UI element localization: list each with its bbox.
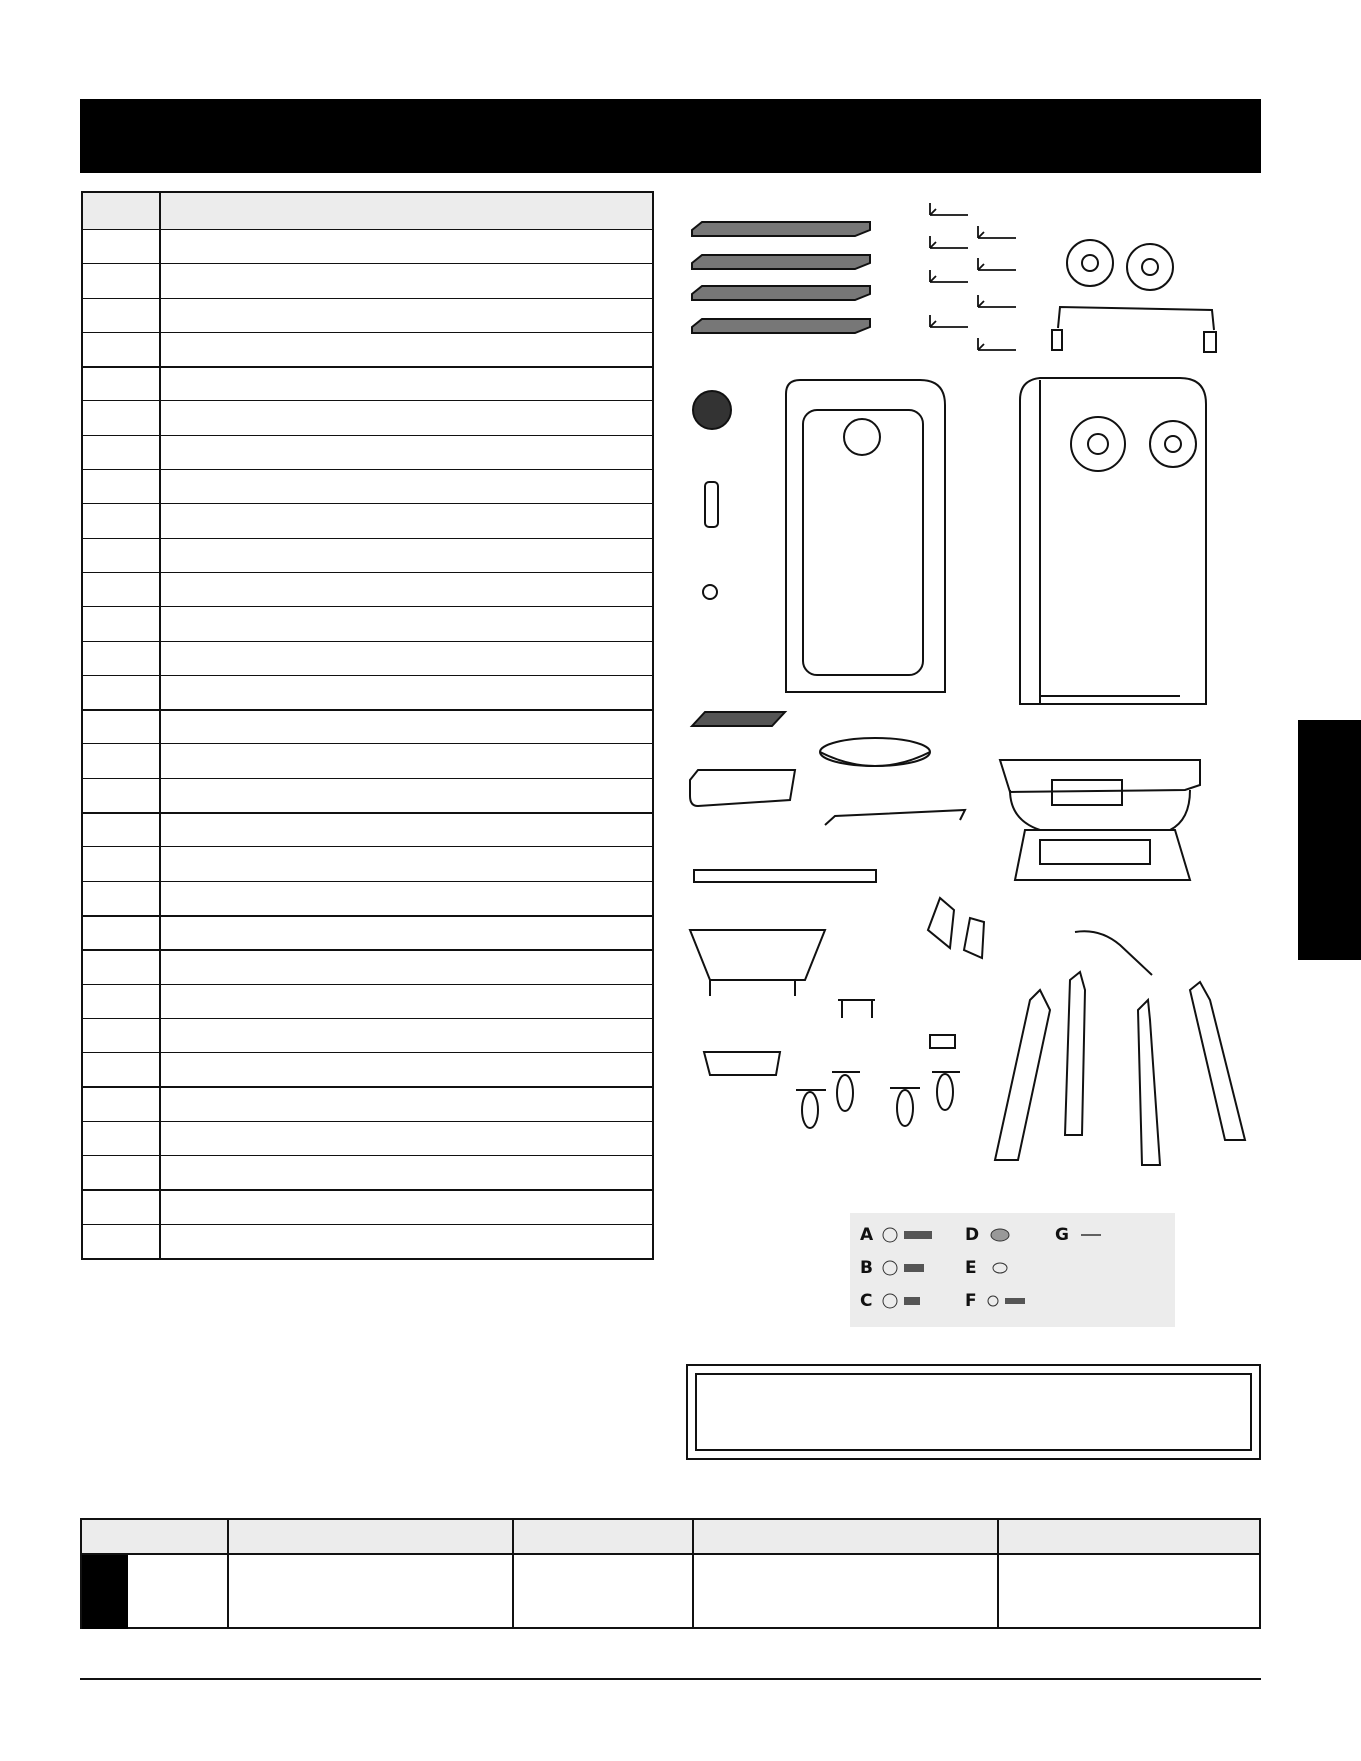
hardware-item-a	[860, 1225, 940, 1245]
parts-table-row	[83, 263, 652, 297]
part-description-cell	[161, 333, 652, 366]
part-number-cell	[83, 711, 161, 743]
part-description-cell	[161, 985, 652, 1018]
part-number-cell	[83, 847, 161, 880]
parts-table-row	[83, 1052, 652, 1086]
part-description-cell	[161, 1088, 652, 1120]
spec-table-header	[82, 1520, 1259, 1555]
hardware-letter: C	[860, 1291, 873, 1311]
part-description-cell	[161, 264, 652, 297]
pin-icon	[1075, 1225, 1105, 1245]
logo-badge-icon	[693, 391, 731, 429]
parts-table-row	[83, 606, 652, 640]
part-description-cell	[161, 744, 652, 777]
part-description-cell	[161, 814, 652, 846]
parts-table-row	[83, 743, 652, 777]
part-description-cell	[161, 642, 652, 675]
parts-table-row	[83, 1155, 652, 1189]
part-description-cell	[161, 1225, 652, 1258]
part-number-cell	[83, 333, 161, 366]
legs-icon	[995, 972, 1245, 1165]
hardware-item-b	[860, 1258, 940, 1278]
parts-table-row	[83, 641, 652, 675]
chip-tray-icon	[692, 712, 785, 726]
nut-icon	[985, 1225, 1015, 1245]
part-description-cell	[161, 436, 652, 469]
note-box-inner	[695, 1373, 1252, 1451]
water-pan-icon	[820, 738, 930, 766]
parts-illustration	[680, 180, 1280, 1180]
spec-col-divider	[227, 1520, 229, 1627]
part-description-cell	[161, 573, 652, 606]
part-number-cell	[83, 1019, 161, 1052]
parts-table-row	[83, 400, 652, 434]
part-number-cell	[83, 470, 161, 503]
part-number-cell	[83, 607, 161, 640]
hardware-letter: B	[860, 1258, 873, 1278]
part-description-cell	[161, 882, 652, 915]
part-description-cell	[161, 676, 652, 709]
section-side-tab	[1298, 720, 1361, 960]
hardware-item-g	[1055, 1225, 1105, 1245]
part-number-cell	[83, 230, 161, 263]
part-number-cell	[83, 882, 161, 915]
rack-brackets-icon	[930, 203, 1016, 350]
note-box	[686, 1364, 1261, 1460]
screw-long-icon	[880, 1225, 940, 1245]
part-description-cell	[161, 951, 652, 983]
parts-table-row	[83, 1189, 652, 1223]
parts-table-row	[83, 572, 652, 606]
hardware-letter: E	[965, 1258, 977, 1278]
part-number-cell	[83, 814, 161, 846]
parts-table-row	[83, 812, 652, 846]
hardware-letter: G	[1055, 1225, 1069, 1245]
part-description-cell	[161, 539, 652, 572]
hardware-item-f	[965, 1291, 1035, 1311]
damper-vents-icon	[1067, 240, 1173, 290]
spec-table	[80, 1518, 1261, 1629]
part-number-cell	[83, 676, 161, 709]
parts-table-row	[83, 332, 652, 366]
parts-table-row	[83, 778, 652, 812]
part-number-cell	[83, 1225, 161, 1258]
part-number-cell	[83, 401, 161, 434]
parts-table-row	[83, 1121, 652, 1155]
part-number-cell	[83, 1156, 161, 1189]
part-number-cell	[83, 299, 161, 332]
part-description-cell	[161, 401, 652, 434]
controller-base-icon	[1000, 760, 1200, 880]
part-number-cell	[83, 917, 161, 949]
part-description-cell	[161, 779, 652, 812]
part-number-cell	[83, 1191, 161, 1223]
parts-table-header	[83, 193, 652, 229]
part-description-cell	[161, 299, 652, 332]
knob-icon	[703, 585, 717, 599]
screw-short-icon	[880, 1291, 940, 1311]
part-description-cell	[161, 1122, 652, 1155]
parts-table-row	[83, 229, 652, 263]
hardware-kit-box	[850, 1213, 1175, 1327]
caster-wheels-icon	[796, 1072, 960, 1128]
part-description-cell	[161, 917, 652, 949]
parts-table-row	[83, 366, 652, 400]
part-number-cell	[83, 642, 161, 675]
cooking-grates-icon	[692, 222, 870, 333]
part-description-cell	[161, 470, 652, 503]
leg-bracket-icon	[928, 898, 984, 958]
parts-table-row	[83, 1224, 652, 1258]
part-number-cell	[83, 985, 161, 1018]
title-banner	[80, 99, 1261, 173]
door-panel-icon	[786, 380, 945, 692]
cabinet-body-icon	[1020, 378, 1206, 704]
part-description-cell	[161, 607, 652, 640]
parts-table-row	[83, 915, 652, 949]
drip-drawer-icon	[690, 770, 795, 806]
screw-medium-icon	[880, 1258, 940, 1278]
part-description-cell	[161, 711, 652, 743]
parts-list-table	[81, 191, 654, 1260]
screw-small-icon	[985, 1291, 1035, 1311]
meat-probe-icon	[1075, 931, 1152, 975]
hardware-item-c	[860, 1291, 940, 1311]
part-description-cell	[161, 504, 652, 537]
parts-table-row	[83, 984, 652, 1018]
door-handle-icon	[705, 482, 718, 527]
hardware-item-d	[965, 1225, 1015, 1245]
part-description-cell	[161, 368, 652, 400]
part-number-cell	[83, 504, 161, 537]
part-number-cell	[83, 368, 161, 400]
spec-col-divider	[692, 1520, 694, 1627]
spec-col-divider	[997, 1520, 999, 1627]
parts-table-row	[83, 709, 652, 743]
part-number-cell	[83, 539, 161, 572]
small-tray-icon	[704, 1052, 780, 1075]
spec-marker-block	[82, 1555, 128, 1629]
parts-table-row	[83, 469, 652, 503]
hardware-letter: A	[860, 1225, 874, 1245]
drawer-handle-icon	[838, 1000, 875, 1018]
parts-table-row	[83, 881, 652, 915]
part-description-cell	[161, 1019, 652, 1052]
part-description-cell	[161, 230, 652, 263]
part-description-cell	[161, 847, 652, 880]
part-description-cell	[161, 1053, 652, 1086]
part-number-cell	[83, 951, 161, 983]
part-number-cell	[83, 264, 161, 297]
part-number-cell	[83, 1053, 161, 1086]
water-pan-base-icon	[820, 752, 930, 766]
firebox-icon	[690, 930, 825, 996]
parts-table-row	[83, 949, 652, 983]
parts-table-row	[83, 1018, 652, 1052]
part-number-cell	[83, 744, 161, 777]
part-number-cell	[83, 573, 161, 606]
header-number-cell	[83, 193, 161, 229]
pan-rack-icon	[825, 810, 965, 825]
part-description-cell	[161, 1191, 652, 1223]
spec-col-divider	[512, 1520, 514, 1627]
parts-table-row	[83, 1086, 652, 1120]
parts-table-row	[83, 503, 652, 537]
parts-table-row	[83, 675, 652, 709]
footer-rule	[80, 1678, 1261, 1680]
parts-table-row	[83, 298, 652, 332]
hardware-letter: D	[965, 1225, 980, 1245]
clip-icon	[930, 1035, 955, 1048]
header-description-cell	[161, 193, 652, 229]
washer-icon	[985, 1258, 1015, 1278]
parts-table-row	[83, 435, 652, 469]
hardware-letter: F	[965, 1291, 977, 1311]
part-description-cell	[161, 1156, 652, 1189]
heating-rod-icon	[694, 870, 876, 882]
part-number-cell	[83, 779, 161, 812]
part-number-cell	[83, 436, 161, 469]
hardware-item-e	[965, 1258, 1015, 1278]
parts-table-row	[83, 538, 652, 572]
part-number-cell	[83, 1088, 161, 1120]
part-number-cell	[83, 1122, 161, 1155]
handle-bar-icon	[1052, 307, 1216, 352]
parts-table-row	[83, 846, 652, 880]
